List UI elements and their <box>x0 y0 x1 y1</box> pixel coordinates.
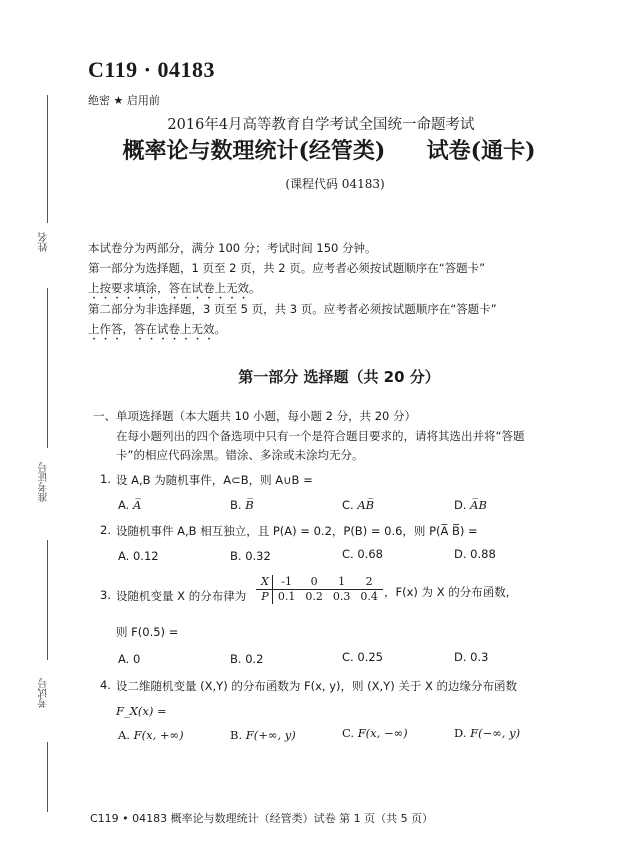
instruction-line: 第一部分为选择题，1 页至 2 页，共 2 页。应考者必须按试题顺序在“答题卡” <box>88 261 486 275</box>
option-label: D. <box>454 650 467 664</box>
table-x-value: 1 <box>328 575 356 590</box>
page-footer: C119 • 04183 概率论与数理统计（经管类）试卷 第 1 页（共 5 页） <box>90 812 434 825</box>
table-x-label: X <box>256 575 272 590</box>
option-value: F(x, −∞) <box>357 726 408 740</box>
option <box>230 652 264 666</box>
exam-title <box>0 134 642 165</box>
question-number: 4. <box>100 678 111 692</box>
question-text: 设二维随机变量 (X,Y) 的分布函数为 F(x, y)，则 (X,Y) 关于 X 的边缘分布函数 <box>116 679 518 693</box>
table-p-value: 0.1 <box>277 590 296 603</box>
question-text: 设随机事件 A,B 相互独立，且 P(A) = 0.2，P(B) = 0.6，则 P(A̅ B̅) = <box>116 524 478 538</box>
table-p-value: 0.4 <box>360 590 378 603</box>
option-value: B̅ <box>245 498 254 512</box>
option-label: B. <box>230 728 243 742</box>
option-value: A̅ <box>132 498 142 512</box>
binding-line <box>47 742 48 812</box>
binding-line <box>47 540 48 660</box>
option-value: AB̅ <box>357 498 375 512</box>
option-value: F(+∞, y) <box>245 728 296 742</box>
question-text: F_X(x) = <box>116 704 167 718</box>
question-text: ，F(x) 为 X 的分布函数, <box>384 585 510 599</box>
option <box>230 549 271 563</box>
option <box>118 728 184 742</box>
instruction-line: 上按要求填涂，答在试卷上无效。 <box>88 281 261 295</box>
option <box>118 652 140 666</box>
table-x-value: 2 <box>355 575 383 590</box>
exam-title-line1: 2016年4月高等教育自学考试全国统一命题考试 <box>167 117 475 133</box>
question-number: 1. <box>100 472 111 486</box>
option-value: 0.88 <box>470 547 496 561</box>
option-value: A̅B <box>470 498 487 512</box>
question-number: 2. <box>100 523 111 537</box>
option-label: A. <box>118 652 130 666</box>
confidential-label: 绝密 ★ 启用前 <box>88 94 160 107</box>
distribution-table <box>256 575 383 604</box>
option-label: C. <box>342 498 354 512</box>
option-label: C. <box>342 547 354 561</box>
option <box>454 726 520 740</box>
option <box>342 498 374 512</box>
option-label: B. <box>230 549 242 563</box>
question-text: 设随机变量 X 的分布律为 <box>116 589 247 603</box>
table-x-value: 0 <box>300 575 328 590</box>
margin-label-exam-room: 考试号 <box>39 678 50 708</box>
table-x-value: -1 <box>272 575 300 590</box>
table-p-value: 0.3 <box>332 590 351 603</box>
option <box>454 650 488 664</box>
option-label: D. <box>454 498 467 512</box>
option-value: 0.68 <box>357 547 383 561</box>
option-value: 0.32 <box>245 549 271 563</box>
option-label: A. <box>118 498 130 512</box>
option-label: A. <box>118 728 130 742</box>
option-value: F(x, +∞) <box>133 728 184 742</box>
table-p-value: 0.2 <box>305 590 323 603</box>
section-description: 卡”的相应代码涂黑。错涂、多涂或未涂均无分。 <box>116 448 364 462</box>
option-value: 0.12 <box>132 549 159 563</box>
option <box>230 728 296 742</box>
option-label: B. <box>230 652 242 666</box>
option <box>342 650 383 664</box>
exam-code: C119 · 04183 <box>88 57 216 82</box>
option-value: F(−∞, y) <box>470 726 521 740</box>
section-description: 在每小题列出的四个备选项中只有一个是符合题目要求的，请将其选出并将“答题 <box>116 429 525 443</box>
exam-title-suffix: 试卷(通卡) <box>426 138 536 164</box>
option-value: 0.2 <box>245 652 264 666</box>
option <box>230 498 254 512</box>
section-title: 一、单项选择题（本大题共 10 小题，每小题 2 分，共 20 分） <box>93 409 417 423</box>
instruction-line: 本试卷分为两部分，满分 100 分；考试时间 150 分钟。 <box>88 241 377 255</box>
question-text: 则 F(0.5) = <box>116 625 179 639</box>
option <box>454 498 487 512</box>
instruction-line: 第二部分为非选择题，3 页至 5 页，共 3 页。应考者必须按试题顺序在“答题卡” <box>88 302 497 316</box>
option <box>118 498 141 512</box>
table-p-label: P <box>256 590 272 605</box>
option-label: B. <box>230 498 242 512</box>
margin-label-name: 姓名 <box>39 232 50 252</box>
course-code: (课程代码 04183) <box>285 177 385 191</box>
option-label: D. <box>454 726 467 740</box>
option-label: C. <box>342 650 354 664</box>
option <box>342 547 383 561</box>
option-value: 0.25 <box>357 650 383 664</box>
instruction-line: 上作答，答在试卷上无效。 <box>88 322 226 336</box>
margin-label-admission-number: 准考证号 <box>39 462 50 502</box>
option-label: D. <box>454 547 467 561</box>
option-value: 0 <box>132 652 141 666</box>
question-number: 3. <box>100 588 111 602</box>
option-label: C. <box>342 726 355 740</box>
option <box>454 547 496 561</box>
question-text: 设 A,B 为随机事件，A⊂B，则 A∪B = <box>116 473 313 487</box>
exam-title-main: 概率论与数理统计(经管类) <box>122 138 386 164</box>
part1-heading: 第一部分 选择题（共 20 分） <box>238 368 440 386</box>
option <box>342 726 408 740</box>
option-value: 0.3 <box>470 650 489 664</box>
option <box>118 549 159 563</box>
option-label: A. <box>118 549 130 563</box>
